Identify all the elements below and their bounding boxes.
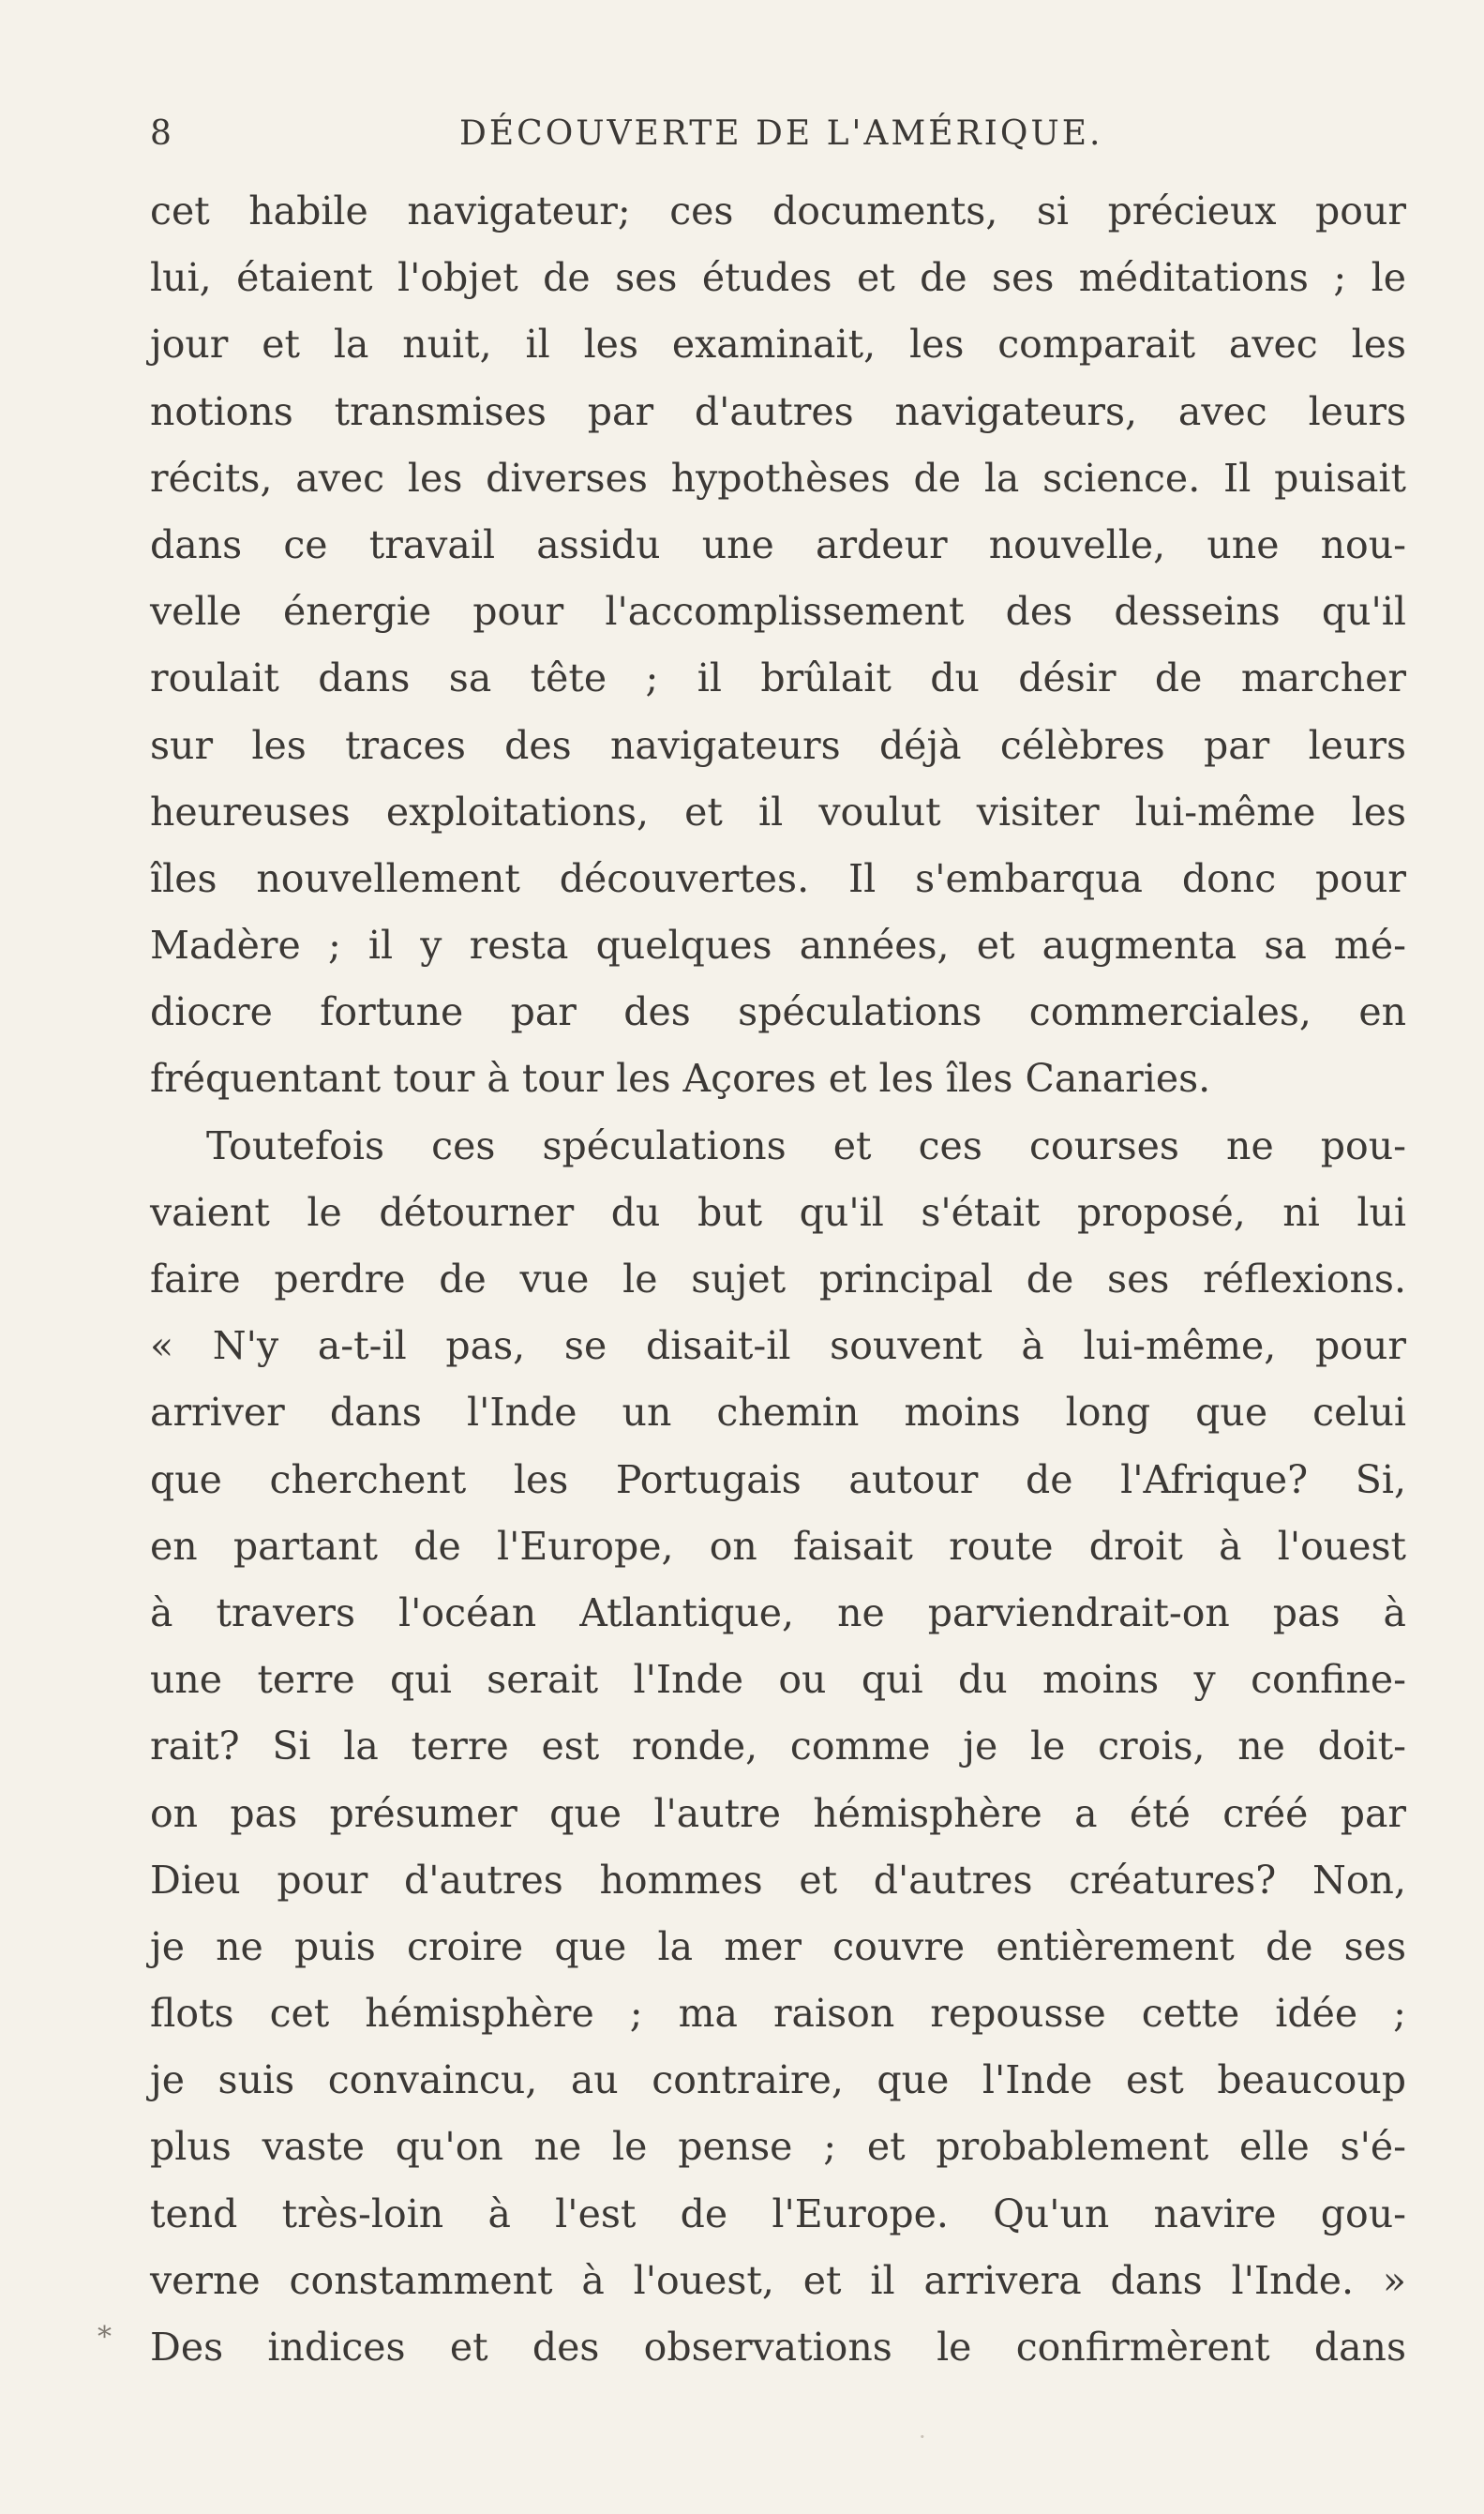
text-line: une terre qui serait l'Inde ou qui du moins y confine- — [150, 1657, 1406, 1703]
text-line: « N'y a-t-il pas, se disait-il souvent à lui-même, pour — [150, 1323, 1406, 1369]
text-line: je ne puis croire que la mer couvre entièrement de ses — [150, 1923, 1406, 1969]
page-header — [150, 101, 1406, 167]
text-line: tend très-loin à l'est de l'Europe. Qu'un navire gou- — [150, 2190, 1406, 2236]
body-text — [150, 178, 1406, 2381]
text-line: roulait dans sa tête ; il brûlait du désir de marcher — [150, 655, 1406, 701]
text-line: jour et la nuit, il les examinait, les comparait avec les — [150, 322, 1406, 368]
text-line: verne constamment à l'ouest, et il arrivera dans l'Inde. » — [150, 2257, 1406, 2303]
text-line: Toutefois ces spéculations et ces courses ne pou- — [206, 1122, 1406, 1168]
text-line: fréquentant tour à tour les Açores et les îles Canaries. — [150, 1056, 1211, 1102]
text-line: Des indices et des observations le confirmèrent dans — [150, 2325, 1406, 2370]
text-line: notions transmises par d'autres navigateurs, avec leurs — [150, 388, 1406, 434]
text-line: lui, étaient l'objet de ses études et de ses méditations ; le — [150, 255, 1406, 301]
text-line: flots cet hémisphère ; ma raison repousse cette idée ; — [150, 1991, 1406, 2037]
text-line: que cherchent les Portugais autour de l'Afrique? Si, — [150, 1456, 1406, 1502]
text-line: je suis convaincu, au contraire, que l'Inde est beaucoup — [150, 2057, 1406, 2103]
margin-mark: * — [97, 2321, 112, 2354]
text-line: faire perdre de vue le sujet principal de ses réflexions. — [150, 1257, 1406, 1302]
text-line: vaient le détourner du but qu'il s'était proposé, ni lui — [150, 1189, 1406, 1235]
text-line: en partant de l'Europe, on faisait route droit à l'ouest — [150, 1523, 1406, 1569]
text-line: diocre fortune par des spéculations commerciales, en — [150, 989, 1406, 1035]
text-line: cet habile navigateur; ces documents, si précieux pour — [150, 188, 1406, 233]
text-line: arriver dans l'Inde un chemin moins long que celui — [150, 1390, 1406, 1436]
text-line: heureuses exploitations, et il voulut visiter lui-même les — [150, 789, 1406, 835]
text-line: récits, avec les diverses hypothèses de la science. Il puisait — [150, 455, 1406, 501]
text-line: plus vaste qu'on ne le pense ; et probablement elle s'é- — [150, 2124, 1406, 2170]
paragraph-1 — [150, 178, 1406, 1113]
running-head: DÉCOUVERTE DE L'AMÉRIQUE. — [459, 114, 1103, 153]
text-line: Dieu pour d'autres hommes et d'autres créatures? Non, — [150, 1857, 1406, 1903]
text-line: îles nouvellement découvertes. Il s'embarqua donc pour — [150, 855, 1406, 901]
text-line: rait? Si la terre est ronde, comme je le crois, ne doit- — [150, 1724, 1406, 1769]
text-line: velle énergie pour l'accomplissement des desseins qu'il — [150, 589, 1406, 635]
text-line: à travers l'océan Atlantique, ne parviendrait-on pas à — [150, 1589, 1406, 1635]
text-line: on pas présumer que l'autre hémisphère a été créé par — [150, 1790, 1406, 1836]
text-line: sur les traces des navigateurs déjà célèbres par leurs — [150, 722, 1406, 768]
page-number: 8 — [150, 114, 172, 153]
paragraph-2 — [150, 1113, 1406, 2382]
paper-speck-decoration: · — [919, 2424, 926, 2450]
text-line: dans ce travail assidu une ardeur nouvelle, une nou- — [150, 521, 1406, 567]
text-line: Madère ; il y resta quelques années, et augmenta sa mé- — [150, 923, 1406, 969]
